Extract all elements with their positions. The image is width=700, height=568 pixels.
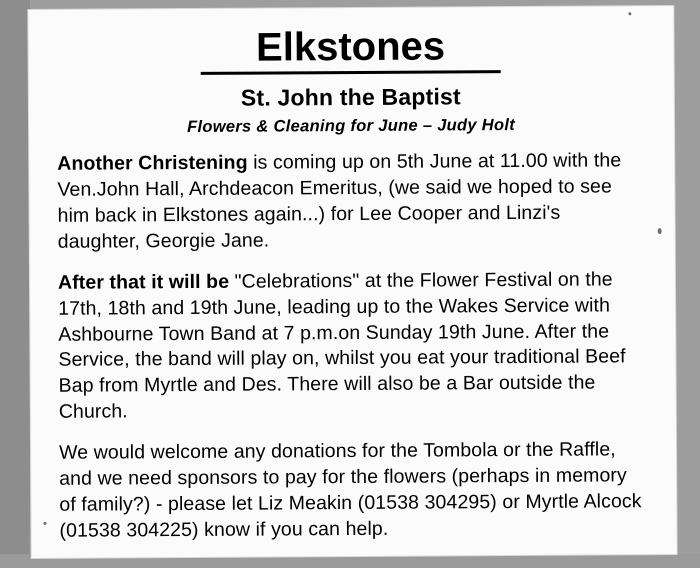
scan-background-left xyxy=(0,0,30,568)
paragraph-lead: Another Christening xyxy=(57,151,248,175)
paragraph-text: We would welcome any donations for the Tombola or the Raffle, and we need sponsors to pay for the flowers (perhaps in memory of family?) - please let Liz Meakin (01538 304295) or Myrtle Alcock (01538 304225) know if you can help. xyxy=(58,438,642,542)
scan-speck xyxy=(658,228,662,234)
masthead-container xyxy=(56,24,644,76)
scanned-page xyxy=(28,6,676,558)
paragraph xyxy=(59,437,648,544)
title-underline xyxy=(201,70,501,75)
paragraph xyxy=(57,148,646,255)
paragraph-text: is coming up on 5th June at 11.00 with the Ven.John Hall, Archdeacon Emeritus, (we said we hoped to see him back in Elkstones again...) for Lee Cooper and Linzi's daughter, Georgie Jane. xyxy=(57,149,622,253)
subtitle: St. John the Baptist xyxy=(240,83,461,111)
paragraph xyxy=(58,267,647,426)
article-body xyxy=(56,24,647,559)
page-title: Elkstones xyxy=(255,24,446,70)
byline: Flowers & Cleaning for June – Judy Holt xyxy=(186,116,516,137)
scan-speck xyxy=(43,522,46,525)
scan-speck xyxy=(628,12,631,15)
paragraph-text: "Celebrations" at the Flower Festival on the 17th, 18th and 19th June, leading up to the Wakes Service with Ashbourne Town Band at 7 p.m.on Sunday 19th June. After the Service, the band will play on, whilst you eat your traditional Beef Bap from Myrtle and Des. There will also be a Bar outside the Church. xyxy=(58,268,626,424)
paragraph-lead: After that it will be xyxy=(57,270,230,294)
